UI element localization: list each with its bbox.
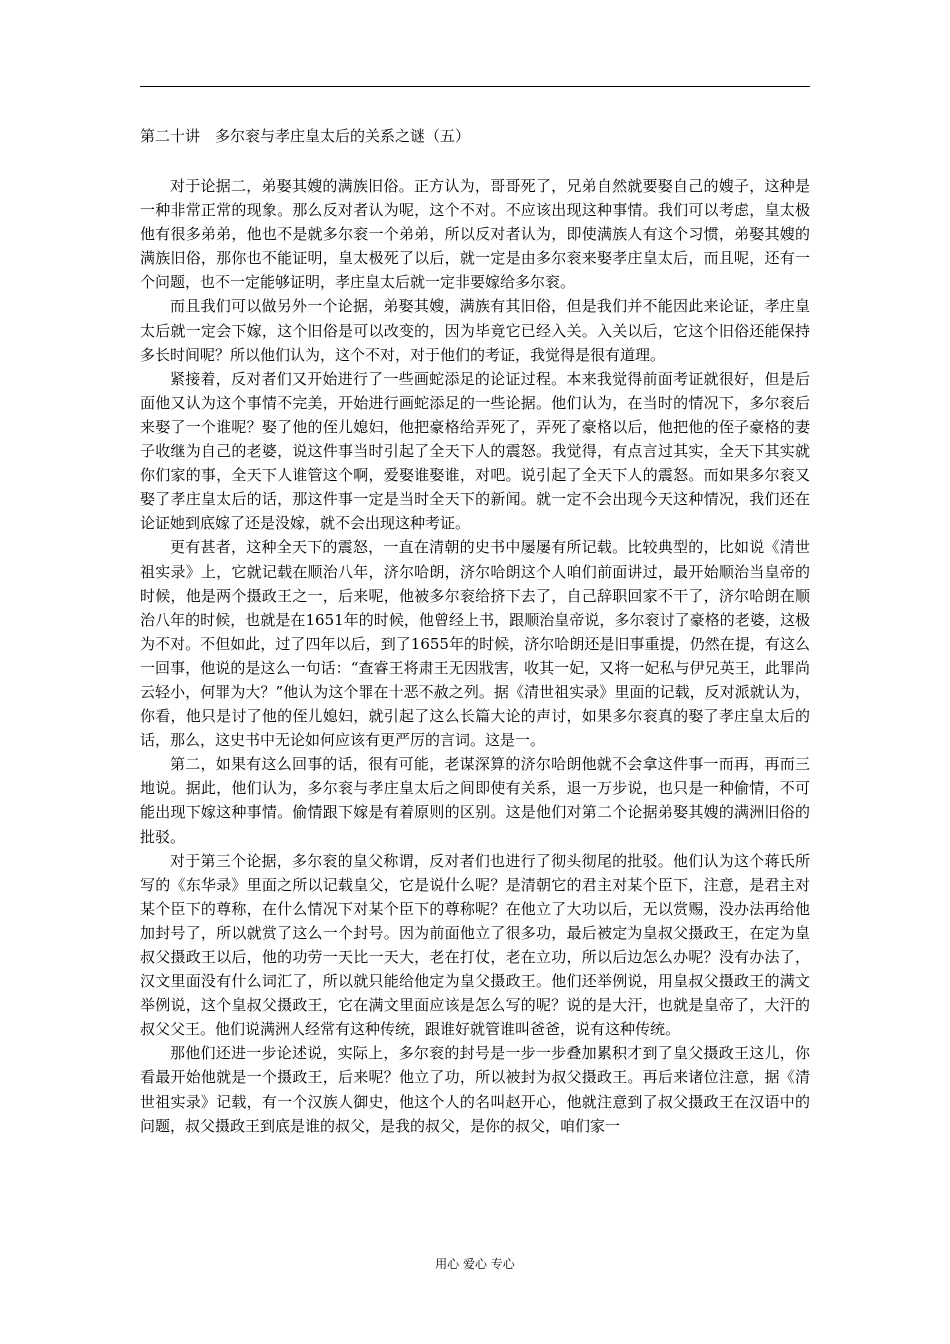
header-rule bbox=[140, 86, 810, 87]
paragraph: 第二，如果有这么回事的话，很有可能，老谋深算的济尔哈朗他就不会拿这件事一而再，再而三地说。据此，他们认为，多尔衮与孝庄皇太后之间即使有关系，退一万步说，也只是一种偷情，不可能出现下嫁这种事情。偷情跟下嫁是有着原则的区别。这是他们对第二个论据弟娶其嫂的满洲旧俗的批驳。 bbox=[140, 755, 810, 846]
paragraph: 对于第三个论据，多尔衮的皇父称谓，反对者们也进行了彻头彻尾的批驳。他们认为这个蒋氏所写的《东华录》里面之所以记载皇父，它是说什么呢？是清朝它的君主对某个臣下，注意，是君主对某个臣下的尊称，在什么情况下对某个臣下的尊称呢？在他立了大功以后，无以赏赐，没办法再给他加封号了，所以就赏了这么一个封号。因为前面他立了很多功，最后被定为皇叔父摄政王，在定为皇叔父摄政王以后，他的功劳一天比一天大，老在打仗，老在立功，所以后边怎么办呢？没有办法了，汉文里面没有什么词汇了，所以就只能给他定为皇父摄政王。他们还举例说，用皇叔父摄政王的满文举例说，这个皇叔父摄政王，它在满文里面应该是怎么写的呢？说的是大汗，也就是皇帝了，大汗的叔父父王。他们说满洲人经常有这种传统，跟谁好就管谁叫爸爸，说有这种传统。 bbox=[140, 851, 810, 1039]
paragraph: 而且我们可以做另外一个论据，弟娶其嫂，满族有其旧俗，但是我们并不能因此来论证，孝庄皇太后就一定会下嫁，这个旧俗是可以改变的，因为毕竟它已经入关。入关以后，它这个旧俗还能保持多长时间呢？所以他们认为，这个不对，对于他们的考证，我觉得是很有道理。 bbox=[140, 297, 810, 364]
paragraph: 那他们还进一步论述说，实际上，多尔衮的封号是一步一步叠加累积才到了皇父摄政王这儿，你看最开始他就是一个摄政王，后来呢？他立了功，所以被封为叔父摄政王。再后来诸位注意，据《清世祖实录》记载，有一个汉族人御史，他这个人的名叫赵开心，他就注意到了叔父摄政王在汉语中的问题，叔父摄政王到底是谁的叔父，是我的叔父，是你的叔父，咱们家一 bbox=[140, 1044, 810, 1135]
lecture-title: 第二十讲 多尔衮与孝庄皇太后的关系之谜（五） bbox=[140, 127, 471, 145]
paragraph: 紧接着，反对者们又开始进行了一些画蛇添足的论证过程。本来我觉得前面考证就很好，但是后面他又认为这个事情不完美，开始进行画蛇添足的一些论据。他们认为，在当时的情况下，多尔衮后来娶了一个谁呢？娶了他的侄儿媳妇，他把豪格给弄死了，弄死了豪格以后，他把他的侄子豪格的妻子收继为自己的老婆，说这件事当时引起了全天下人的震怒。我觉得，有点言过其实，全天下其实就你们家的事，全天下人谁管这个啊，爱娶谁娶谁，对吧。说引起了全天下人的震怒。而如果多尔衮又娶了孝庄皇太后的话，那这件事一定是当时全天下的新闻。就一定不会出现今天这种情况，我们还在论证她到底嫁了还是没嫁，就不会出现这种考证。 bbox=[140, 369, 810, 533]
paragraph: 对于论据二，弟娶其嫂的满族旧俗。正方认为，哥哥死了，兄弟自然就要娶自己的嫂子，这种是一种非常正常的现象。那么反对者认为呢，这个不对。不应该出现这种事情。我们可以考虑，皇太极他有很多弟弟，他也不是就多尔衮一个弟弟，所以反对者认为，即使满族人有这个习惯，弟娶其嫂的满族旧俗，那你也不能证明，皇太极死了以后，就一定是由多尔衮来娶孝庄皇太后，而且呢，还有一个问题，也不一定能够证明，孝庄皇太后就一定非要嫁给多尔衮。 bbox=[140, 177, 810, 292]
article-body bbox=[140, 174, 810, 1138]
page-footer: 用心 爱心 专心 bbox=[435, 1257, 515, 1271]
paragraph: 更有甚者，这种全天下的震怒，一直在清朝的史书中屡屡有所记载。比较典型的，比如说《清世祖实录》上，它就记载在顺治八年，济尔哈朗，济尔哈朗这个人咱们前面讲过，最开始顺治当皇帝的时候，他是两个摄政王之一，后来呢，他被多尔衮给挤下去了，自己辞职回家不干了，济尔哈朗在顺治八年的时候，也就是在1651年的时候，他曾经上书，跟顺治皇帝说，多尔衮讨了豪格的老婆，这极为不对。不但如此，过了四年以后，到了1655年的时候，济尔哈朗还是旧事重提，仍然在提，有这么一回事，他说的是这么一句话：“查睿王将肃王无因戕害，收其一妃，又将一妃私与伊兄英王，此罪尚云轻小，何罪为大？”他认为这个罪在十恶不赦之列。据《清世祖实录》里面的记载，反对派就认为，你看，他只是讨了他的侄儿媳妇，就引起了这么长篇大论的声讨，如果多尔衮真的娶了孝庄皇太后的话，那么，这史书中无论如何应该有更严厉的言词。这是一。 bbox=[140, 538, 810, 750]
